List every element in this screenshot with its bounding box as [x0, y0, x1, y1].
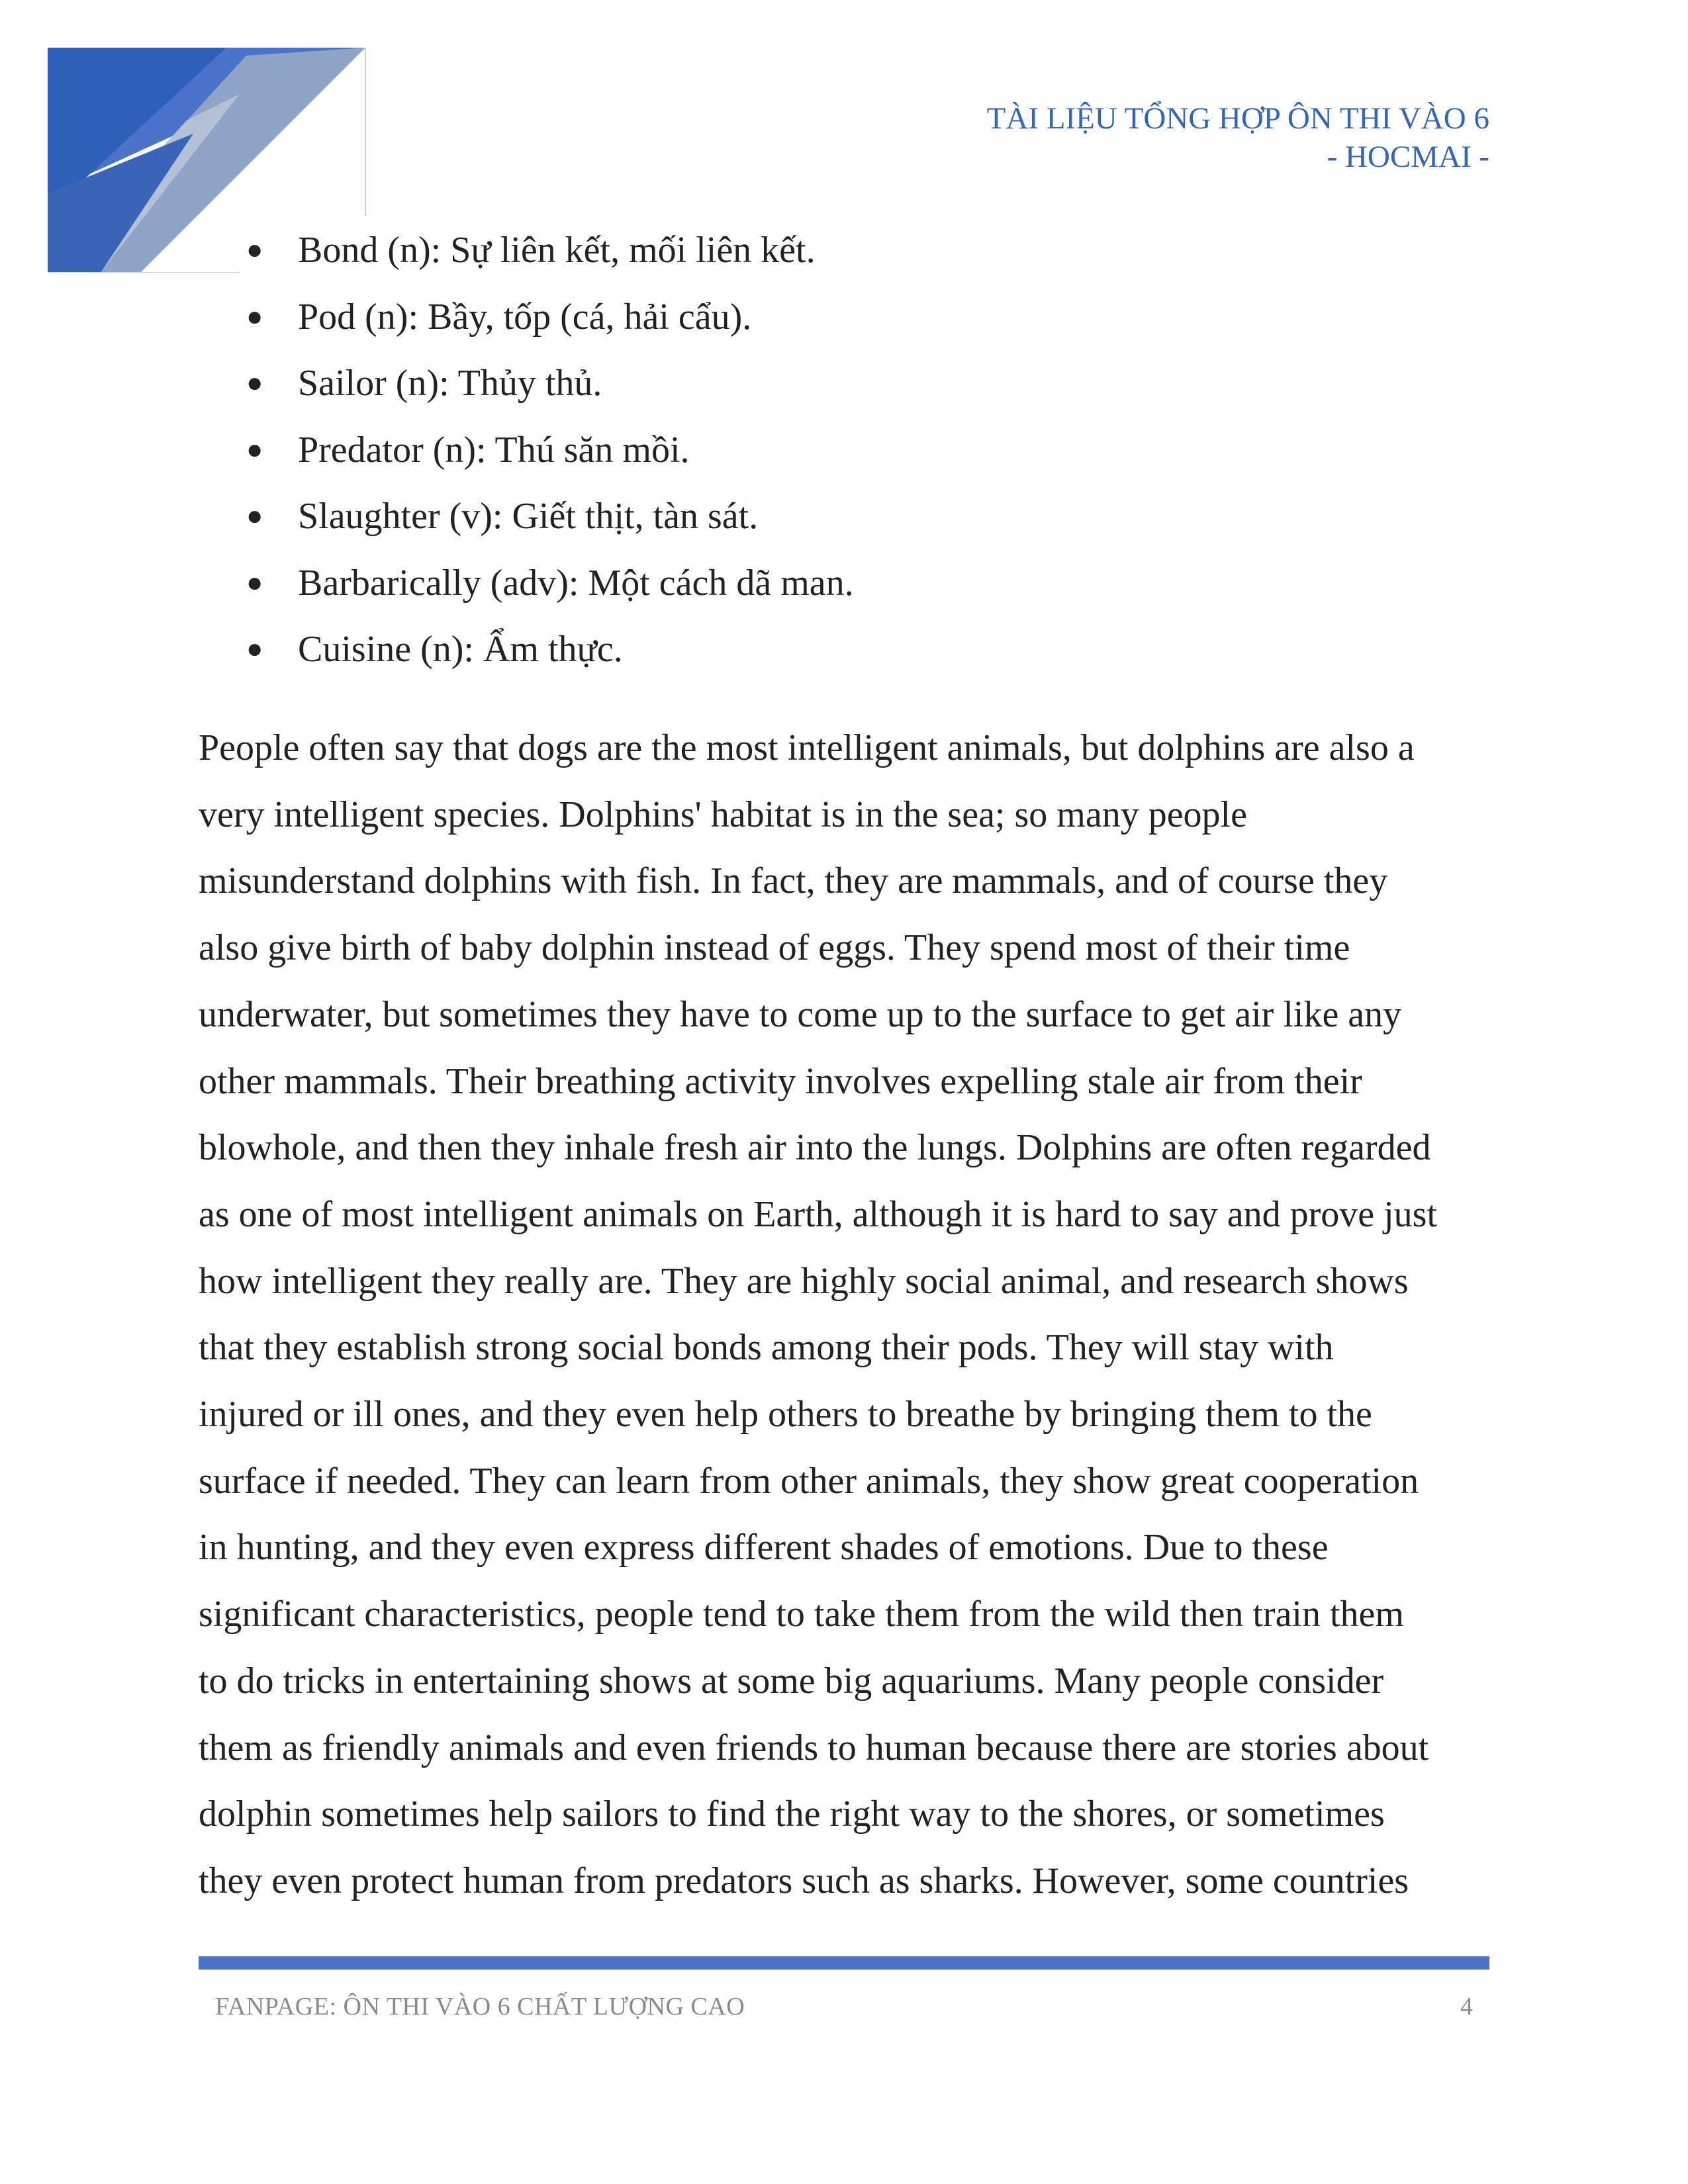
passage-line: misunderstand dolphins with fish. In fact, they are mammals, and of course they: [199, 860, 1388, 902]
footer-divider: [199, 1956, 1489, 1970]
vocab-text: Predator (n): Thú săn mồi.: [298, 429, 690, 471]
bullet-icon: ●: [246, 567, 263, 598]
vocab-text: Slaughter (v): Giết thịt, tàn sát.: [298, 496, 759, 537]
header-title: TÀI LIỆU TỔNG HỢP ÔN THI VÀO 6: [986, 101, 1489, 136]
passage-line: blowhole, and then they inhale fresh air into the lungs. Dolphins are often regarded: [199, 1127, 1431, 1169]
vocab-item: [238, 417, 854, 484]
passage-line: surface if needed. They can learn from other animals, they show great cooperation: [199, 1460, 1419, 1502]
vocab-item: [238, 550, 854, 617]
passage-line: underwater, but sometimes they have to come up to the surface to get air like any: [199, 993, 1402, 1035]
bullet-icon: ●: [246, 368, 263, 398]
vocab-item: [238, 616, 854, 683]
vocab-item: [238, 350, 854, 417]
passage-line: that they establish strong social bonds among their pods. They will stay with: [199, 1327, 1334, 1369]
passage-line: them as friendly animals and even friends to human because there are stories about: [199, 1727, 1429, 1768]
passage-line: dolphin sometimes help sailors to find the right way to the shores, or sometimes: [199, 1794, 1385, 1835]
passage-line: how intelligent they really are. They are highly social animal, and research shows: [199, 1260, 1409, 1302]
vocab-text: Cuisine (n): Ẩm thực.: [298, 629, 623, 670]
vocab-text: Pod (n): Bầy, tốp (cá, hải cẩu).: [298, 296, 752, 338]
passage-line: other mammals. Their breathing activity involves expelling stale air from their: [199, 1060, 1362, 1102]
passage-line: they even protect human from predators such as sharks. However, some countries: [199, 1860, 1409, 1901]
passage-line: in hunting, and they even express different shades of emotions. Due to these: [199, 1527, 1329, 1569]
vocab-item: [238, 284, 854, 351]
vocabulary-list: [238, 217, 854, 683]
vocab-text: Barbarically (adv): Một cách dã man.: [298, 562, 854, 604]
bullet-icon: ●: [246, 634, 263, 664]
bullet-icon: ●: [246, 501, 263, 531]
passage-line: injured or ill ones, and they even help others to breathe by bringing them to the: [199, 1394, 1372, 1435]
vocab-text: Sailor (n): Thủy thủ.: [298, 363, 602, 404]
passage-line: very intelligent species. Dolphins' habitat is in the sea; so many people: [199, 794, 1247, 835]
passage-line: People often say that dogs are the most intelligent animals, but dolphins are also a: [199, 727, 1415, 768]
vocab-item: [238, 217, 854, 284]
vocab-text: Bond (n): Sự liên kết, mối liên kết.: [298, 230, 816, 271]
footer-fanpage: FANPAGE: ÔN THI VÀO 6 CHẤT LƯỢNG CAO: [215, 1993, 745, 2021]
bullet-icon: ●: [246, 235, 263, 265]
bullet-icon: ●: [246, 434, 263, 465]
page-number: 4: [1460, 1993, 1473, 2021]
header-subtitle: - HOCMAI -: [1327, 140, 1489, 174]
passage-line: significant characteristics, people tend to take them from the wild then train them: [199, 1594, 1404, 1635]
bullet-icon: ●: [246, 301, 263, 332]
passage-line: to do tricks in entertaining shows at some big aquariums. Many people consider: [199, 1660, 1384, 1702]
passage-line: as one of most intelligent animals on Earth, although it is hard to say and prove just: [199, 1193, 1437, 1235]
document-header: [987, 99, 1489, 176]
passage-line: also give birth of baby dolphin instead of eggs. They spend most of their time: [199, 927, 1350, 969]
vocab-item: [238, 483, 854, 550]
reading-passage: [199, 715, 1496, 1915]
